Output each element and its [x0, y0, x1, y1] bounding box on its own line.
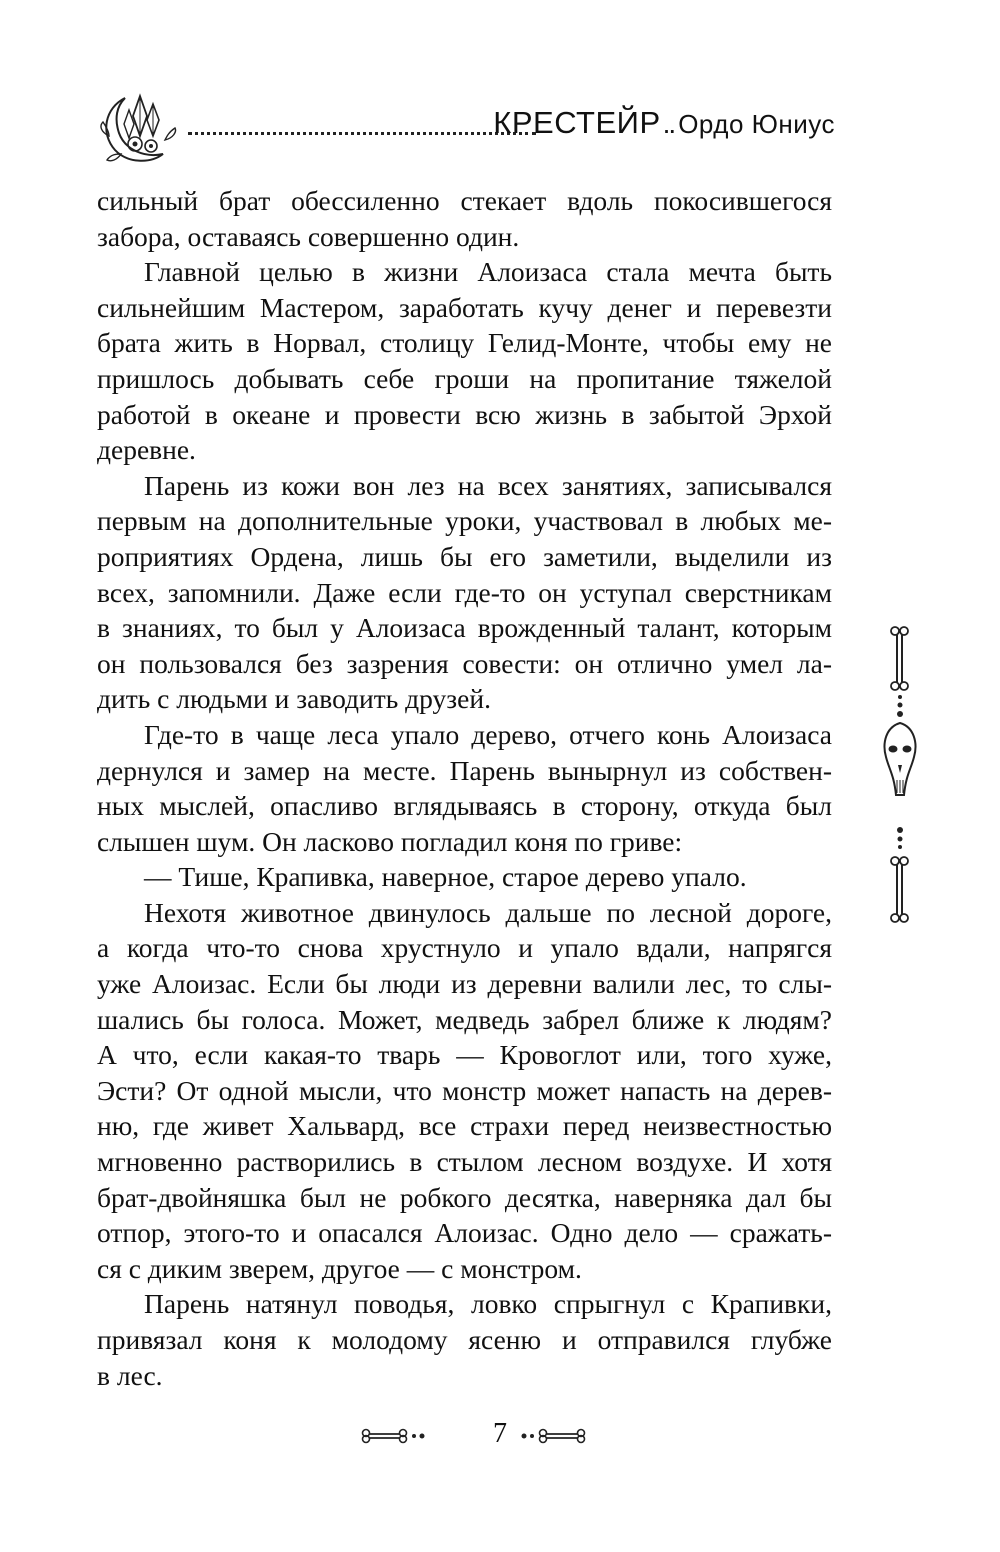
text-line: первым на дополнительные уроки, участвовал в любых ме-	[97, 505, 832, 537]
text-line: сильнейшим Мастером, заработать кучу денег и перевезти	[97, 291, 832, 323]
book-subtitle: Ордо Юниус	[678, 109, 835, 139]
text-line: дернулся и замер на месте. Парень вынырнул из собствен-	[97, 754, 832, 786]
text-line: уже Алоизас. Если бы люди из деревни валили лес, то слы-	[97, 968, 832, 1000]
paragraph	[97, 468, 832, 717]
running-header	[0, 0, 1000, 180]
text-line: отпор, этого-то и опасался Алоизас. Одно дело — сражать-	[97, 1217, 832, 1249]
header-dotted-leader	[188, 132, 536, 135]
crystal-moon-emblem-icon	[95, 88, 185, 168]
text-line: работой в океане и провести всю жизнь в забытой Эрхой	[97, 398, 832, 430]
text-line: Главной целью в жизни Алоизаса стала мечта быть	[144, 256, 832, 288]
text-line: Где-то в чаще леса упало дерево, отчего конь Алоизаса	[144, 718, 832, 750]
book-title: КРЕСТЕЙР	[493, 105, 661, 140]
text-line: роприятиях Ордена, лишь бы его заметили, выделили из	[97, 540, 832, 572]
text-line: брата жить в Норвал, столицу Гелид-Монте, чтобы ему не	[97, 327, 832, 359]
text-line: а когда что-то снова хрустнуло и упало вдали, напрягся	[97, 932, 832, 964]
text-line: сильный брат обессиленно стекает вдоль покосившегося	[97, 185, 832, 216]
text-line: шались бы голоса. Может, медведь забрел ближе к людям?	[97, 1003, 832, 1035]
text-line: пришлось добывать себе гроши на пропитание тяжелой	[97, 362, 832, 394]
text-line: Эсти? От одной мысли, что монстр может напасть на дерев-	[97, 1074, 832, 1106]
text-line: дить с людьми и заводить друзей.	[97, 683, 491, 715]
paragraph	[97, 859, 832, 895]
text-line: забора, оставаясь совершенно один.	[97, 220, 520, 252]
text-line: брат-двойняшка был не робкого десятка, наверняка дал бы	[97, 1181, 832, 1213]
text-line: в лес.	[97, 1359, 163, 1391]
text-line: ню, где живет Хальвард, все страхи перед неизвестностью	[97, 1110, 832, 1142]
body-text	[97, 183, 832, 1393]
text-line: Парень из кожи вон лез на всех занятиях, записывался	[144, 469, 832, 501]
text-line: Парень натянул поводья, ловко спрыгнул с Крапивки,	[144, 1288, 832, 1320]
text-line: А что, если какая-то тварь — Кровоглот или, того хуже,	[97, 1039, 832, 1071]
title-separator: ..	[662, 108, 675, 139]
footer-bone-right-icon	[510, 1426, 590, 1446]
text-line: — Тише, Крапивка, наверное, старое дерево упало.	[144, 861, 747, 893]
page-number: 7	[493, 1418, 507, 1449]
paragraph	[97, 1286, 832, 1393]
bone-skull-ornament-icon	[880, 625, 920, 930]
text-line: привязал коня к молодому ясеню и отправился глубже	[97, 1324, 832, 1355]
text-line: мгновенно растворились в стылом лесном воздухе. И хотя	[97, 1146, 832, 1178]
text-line: Нехотя животное двинулось дальше по лесной дороге,	[144, 896, 832, 928]
text-line: ных мыслей, опасливо вглядываясь в сторону, откуда был	[97, 790, 832, 822]
text-line: всех, запомнили. Даже если где-то он уступал сверстникам	[97, 576, 832, 608]
text-line: он пользовался без зазрения совести: он отлично умел ла-	[97, 647, 832, 679]
paragraph	[97, 183, 832, 254]
paragraph	[97, 895, 832, 1287]
text-line: слышен шум. Он ласково погладил коня по гриве:	[97, 825, 683, 857]
text-line: ся с диким зверем, другое — с монстром.	[97, 1252, 582, 1284]
text-line: деревне.	[97, 434, 196, 466]
text-line: в знаниях, то был у Алоизаса врожденный талант, которым	[97, 612, 832, 644]
running-title	[493, 105, 835, 141]
paragraph	[97, 254, 832, 468]
paragraph	[97, 717, 832, 859]
